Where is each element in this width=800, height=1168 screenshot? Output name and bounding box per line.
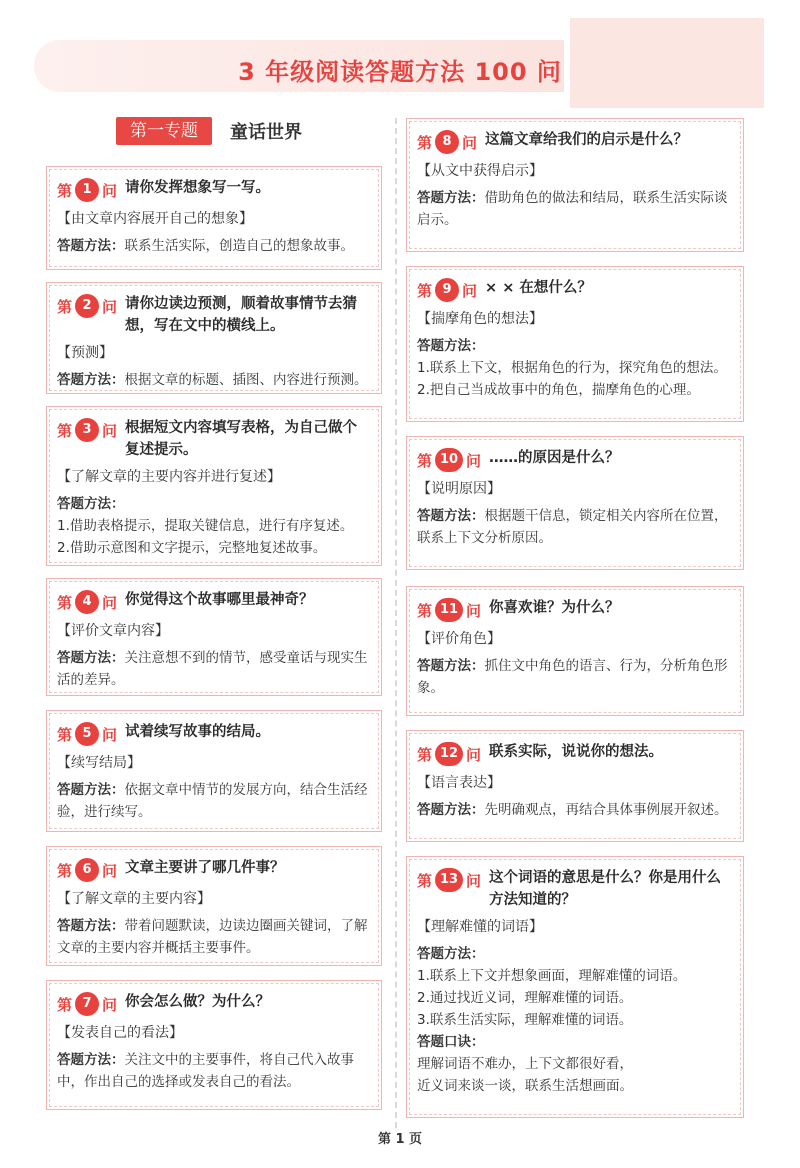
question-card-1 xyxy=(46,166,382,270)
question-card-7 xyxy=(46,980,382,1110)
question-text: 请你发挥想象写一写。 xyxy=(125,180,271,196)
question-card-9 xyxy=(406,266,744,422)
topic-tag: 第一专题 xyxy=(116,117,212,145)
question-text: 请你边读边预测，顺着故事情节去猜想，写在文中的横线上。 xyxy=(125,296,358,334)
page-number: 第 1 页 xyxy=(377,1132,423,1147)
answer-method: 答题方法：根据题干信息，锁定相关内容所在位置，联系上下文分析原因。 xyxy=(417,508,728,546)
question-badge: 第 2 问 xyxy=(57,293,117,319)
question-card-12 xyxy=(406,730,744,842)
question-text: 文章主要讲了哪几件事？ xyxy=(125,860,285,876)
answer-method: 答题方法：根据文章的标题、插图、内容进行预测。 xyxy=(57,372,368,388)
answer-method: 答题方法：抓住文中角色的语言、行为，分析角色形象。 xyxy=(417,658,728,696)
topic-name: 童话世界 xyxy=(230,122,302,143)
question-badge: 第 3 问 xyxy=(57,417,117,443)
question-badge: 第 10 问 xyxy=(417,447,481,473)
question-badge: 第 4 问 xyxy=(57,589,117,615)
question-text: 这个词语的意思是什么？你是用什么方法知道的？ xyxy=(489,870,722,908)
question-badge: 第 13 问 xyxy=(417,867,481,893)
question-card-10 xyxy=(406,436,744,570)
question-card-3 xyxy=(46,406,382,566)
question-tag: 【了解文章的主要内容并进行复述】 xyxy=(57,469,281,485)
question-text: 你会怎么做？为什么？ xyxy=(125,994,271,1010)
question-badge: 第 11 问 xyxy=(417,597,481,623)
method-item: 3.联系生活实际，理解难懂的词语。 xyxy=(417,1012,633,1028)
rhyme-line: 理解词语不难办，上下文都很好看， xyxy=(417,1056,633,1072)
question-badge: 第 6 问 xyxy=(57,857,117,883)
method-item: 2.把自己当成故事中的角色，揣摩角色的心理。 xyxy=(417,382,700,398)
page-title: 3 年级阅读答题方法 100 问 xyxy=(238,58,562,86)
question-card-5 xyxy=(46,710,382,832)
question-tag: 【了解文章的主要内容】 xyxy=(57,891,211,907)
method-item: 2.借助示意图和文字提示，完整地复述故事。 xyxy=(57,540,327,556)
method-item: 2.通过找近义词，理解难懂的词语。 xyxy=(417,990,633,1006)
method-item: 1.联系上下文，根据角色的行为，探究角色的想法。 xyxy=(417,360,727,376)
answer-rhyme-label: 答题口诀： xyxy=(417,1034,485,1050)
topic-header xyxy=(116,116,302,146)
answer-method: 答题方法：联系生活实际，创造自己的想象故事。 xyxy=(57,238,354,254)
question-text: 你觉得这个故事哪里最神奇？ xyxy=(125,592,314,608)
question-badge: 第 1 问 xyxy=(57,177,117,203)
question-text: ……的原因是什么？ xyxy=(489,450,620,466)
question-tag: 【说明原因】 xyxy=(417,481,501,497)
question-badge: 第 9 问 xyxy=(417,277,477,303)
question-text: 试着续写故事的结局。 xyxy=(125,724,271,740)
question-tag: 【续写结局】 xyxy=(57,755,141,771)
answer-method: 答题方法：先明确观点，再结合具体事例展开叙述。 xyxy=(417,802,728,818)
question-text: × × 在想什么？ xyxy=(485,280,592,296)
question-badge: 第 12 问 xyxy=(417,741,481,767)
answer-method-label: 答题方法： xyxy=(57,496,125,512)
question-card-11 xyxy=(406,586,744,716)
question-tag: 【语言表达】 xyxy=(417,775,501,791)
question-text: 你喜欢谁？为什么？ xyxy=(489,600,620,616)
question-tag: 【预测】 xyxy=(57,345,113,361)
question-card-2 xyxy=(46,282,382,394)
answer-method: 答题方法：带着问题默读，边读边圈画关键词，了解文章的主要内容并概括主要事件。 xyxy=(57,918,368,956)
answer-method: 答题方法：借助角色的做法和结局，联系生活实际谈启示。 xyxy=(417,190,728,228)
question-badge: 第 8 问 xyxy=(417,129,477,155)
question-card-8 xyxy=(406,118,744,252)
method-item: 1.联系上下文并想象画面，理解难懂的词语。 xyxy=(417,968,687,984)
question-text: 根据短文内容填写表格，为自己做个复述提示。 xyxy=(125,420,358,458)
answer-method-label: 答题方法： xyxy=(417,946,485,962)
question-text: 这篇文章给我们的启示是什么？ xyxy=(485,132,689,148)
question-card-4 xyxy=(46,578,382,696)
answer-method: 答题方法：关注文中的主要事件，将自己代入故事中，作出自己的选择或发表自己的看法。 xyxy=(57,1052,354,1090)
question-tag: 【揣摩角色的想法】 xyxy=(417,311,543,327)
question-tag: 【由文章内容展开自己的想象】 xyxy=(57,211,253,227)
column-divider xyxy=(395,118,397,1128)
question-tag: 【评价角色】 xyxy=(417,631,501,647)
question-tag: 【发表自己的看法】 xyxy=(57,1025,183,1041)
question-text: 联系实际，说说你的想法。 xyxy=(489,744,664,760)
question-card-6 xyxy=(46,846,382,966)
question-tag: 【评价文章内容】 xyxy=(57,623,169,639)
answer-method: 答题方法：关注意想不到的情节，感受童话与现实生活的差异。 xyxy=(57,650,368,688)
question-badge: 第 7 问 xyxy=(57,991,117,1017)
question-badge: 第 5 问 xyxy=(57,721,117,747)
question-tag: 【从文中获得启示】 xyxy=(417,163,543,179)
rhyme-line: 近义词来谈一谈，联系生活想画面。 xyxy=(417,1078,633,1094)
method-item: 1.借助表格提示，提取关键信息，进行有序复述。 xyxy=(57,518,354,534)
answer-method-label: 答题方法： xyxy=(417,338,485,354)
answer-method: 答题方法：依据文章中情节的发展方向，结合生活经验，进行续写。 xyxy=(57,782,368,820)
question-card-13 xyxy=(406,856,744,1118)
question-tag: 【理解难懂的词语】 xyxy=(417,919,543,935)
